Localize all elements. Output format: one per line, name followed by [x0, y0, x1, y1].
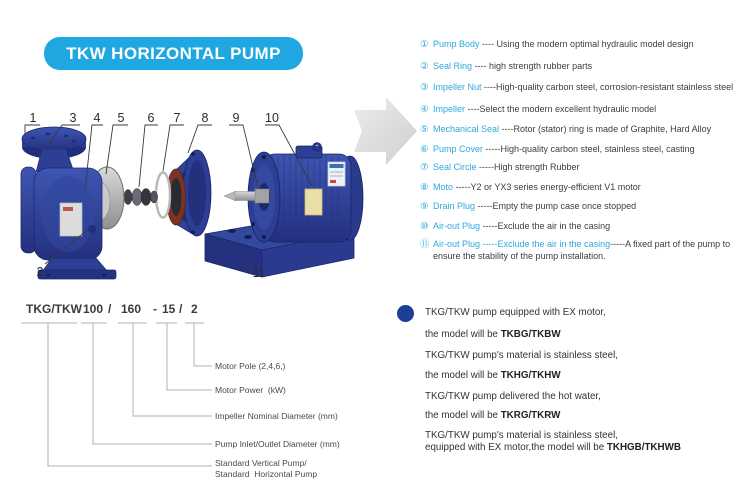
part-desc: ----High-quality carbon steel, corrosion-resistant stainless steel [481, 82, 734, 92]
note-model: TKRG/TKRW [500, 410, 561, 421]
label-impeller-diam: Impeller Nominal Diameter (mm) [215, 411, 338, 421]
callout-6: 6 [147, 111, 155, 125]
parts-list [420, 0, 756, 270]
note-line [425, 430, 618, 441]
label-motor-pole: Motor Pole (2,4,6,) [215, 361, 286, 371]
note-line [425, 370, 561, 381]
page-title: TKW HORIZONTAL PUMP [66, 43, 281, 63]
code-impeller: 160 [121, 302, 142, 316]
code-slash2: / [179, 302, 183, 316]
part-desc: -----High strength Rubber [476, 162, 580, 172]
list-item [420, 162, 756, 174]
label-motor-power: Motor Power (kW) [215, 385, 286, 395]
label-pump-type-line1: Standard Vertical Pump/ [215, 458, 307, 468]
item-number: ③ [420, 82, 429, 93]
label-pump-type [215, 458, 317, 479]
note-text: equipped with EX motor,the model will be [425, 442, 607, 453]
list-item [420, 39, 756, 51]
note-text: the model will be [425, 370, 501, 381]
item-number: ④ [420, 104, 429, 115]
part-name: Pump Cover [433, 144, 484, 154]
code-slash1: / [108, 302, 112, 316]
part-desc: -----Empty the pump case once stopped [475, 201, 637, 211]
list-item [420, 82, 756, 94]
callout-3: 3 [69, 111, 77, 125]
list-item [420, 221, 756, 233]
label-pump-type-line2: Standard Horizontal Pump [215, 468, 318, 479]
callout-4: 4 [93, 111, 101, 125]
part-name: Drain Plug [433, 201, 476, 211]
part-desc: ----Select the modern excellent hydraulic model [465, 104, 657, 114]
part-name: Pump Body [433, 39, 480, 49]
note-text: TKG/TKW pump's material is stainless steel, [425, 350, 618, 361]
list-item [420, 61, 756, 73]
note-line [425, 329, 561, 340]
note-text: TKG/TKW pump delivered the hot water, [425, 391, 601, 402]
part-desc: ---- Using the modern optimal hydraulic model design [479, 39, 694, 49]
note-text: TKG/TKW pump's material is stainless steel, [425, 430, 618, 441]
list-item [420, 124, 756, 136]
bullet-icon [397, 305, 414, 322]
part-name: Moto [433, 182, 454, 192]
code-power: 15 [162, 302, 176, 316]
part-name: Impeller Nut [433, 82, 482, 92]
code-pole: 2 [191, 302, 198, 316]
part-desc-cont: ensure the stability of the pump installation. [433, 250, 606, 261]
code-series: TKG/TKW [26, 302, 82, 316]
note-line [425, 391, 601, 402]
part-desc: -----A fixed part of the pump to [610, 239, 731, 249]
part-desc: -----High-quality carbon steel, stainless steel, casting [483, 144, 695, 154]
callout-9: 9 [232, 111, 240, 125]
note-line [425, 307, 606, 318]
item-number: ⑨ [420, 201, 429, 212]
part-name: Mechanical Seal [433, 124, 500, 134]
callout-10: 10 [265, 111, 279, 125]
callout-5: 5 [117, 111, 125, 125]
item-number: ⑧ [420, 182, 429, 193]
item-number: ⑪ [420, 239, 430, 250]
code-inlet: 100 [83, 302, 104, 316]
note-text: TKG/TKW pump equipped with EX motor, [425, 307, 606, 318]
callout-8: 8 [201, 111, 209, 125]
note-line [425, 442, 681, 453]
note-model: TKHG/TKHW [500, 370, 561, 381]
list-item [420, 239, 756, 262]
callout-1: 1 [29, 111, 37, 125]
item-number: ⑦ [420, 162, 429, 173]
note-model: TKHGB/TKHWB [606, 442, 681, 453]
part-desc: -----Exclude the air in the casing [480, 221, 611, 231]
note-model: TKBG/TKBW [500, 329, 561, 340]
code-dash: - [153, 302, 157, 316]
note-text: the model will be [425, 410, 501, 421]
callout-2: 2 [36, 265, 44, 279]
note-line [425, 410, 560, 421]
part-name: Seal Ring [433, 61, 473, 71]
item-number: ⑥ [420, 144, 429, 155]
list-item [420, 201, 756, 213]
callout-11: 11 [252, 266, 266, 280]
item-number: ⑩ [420, 221, 429, 232]
list-item [420, 104, 756, 116]
part-desc: ---- high strength rubber parts [472, 61, 593, 71]
item-number: ① [420, 39, 429, 50]
list-item [420, 182, 756, 194]
label-inlet-diam: Pump Inlet/Outlet Diameter (mm) [215, 439, 340, 449]
part-name: Air-out Plug -----Exclude the air in the casing [433, 239, 611, 249]
item-number: ⑤ [420, 124, 429, 135]
callout-7: 7 [173, 111, 181, 125]
part-name: Seal Circle [433, 162, 477, 172]
note-text: the model will be [425, 329, 501, 340]
note-line [425, 350, 618, 361]
list-item [420, 144, 756, 156]
part-name: Impeller [433, 104, 466, 114]
item-number: ② [420, 61, 429, 72]
part-desc: ----Rotor (stator) ring is made of Graphite, Hard Alloy [499, 124, 712, 134]
part-desc: -----Y2 or YX3 series energy-efficient V1 motor [453, 182, 641, 192]
part-name: Air-out Plug [433, 221, 481, 231]
